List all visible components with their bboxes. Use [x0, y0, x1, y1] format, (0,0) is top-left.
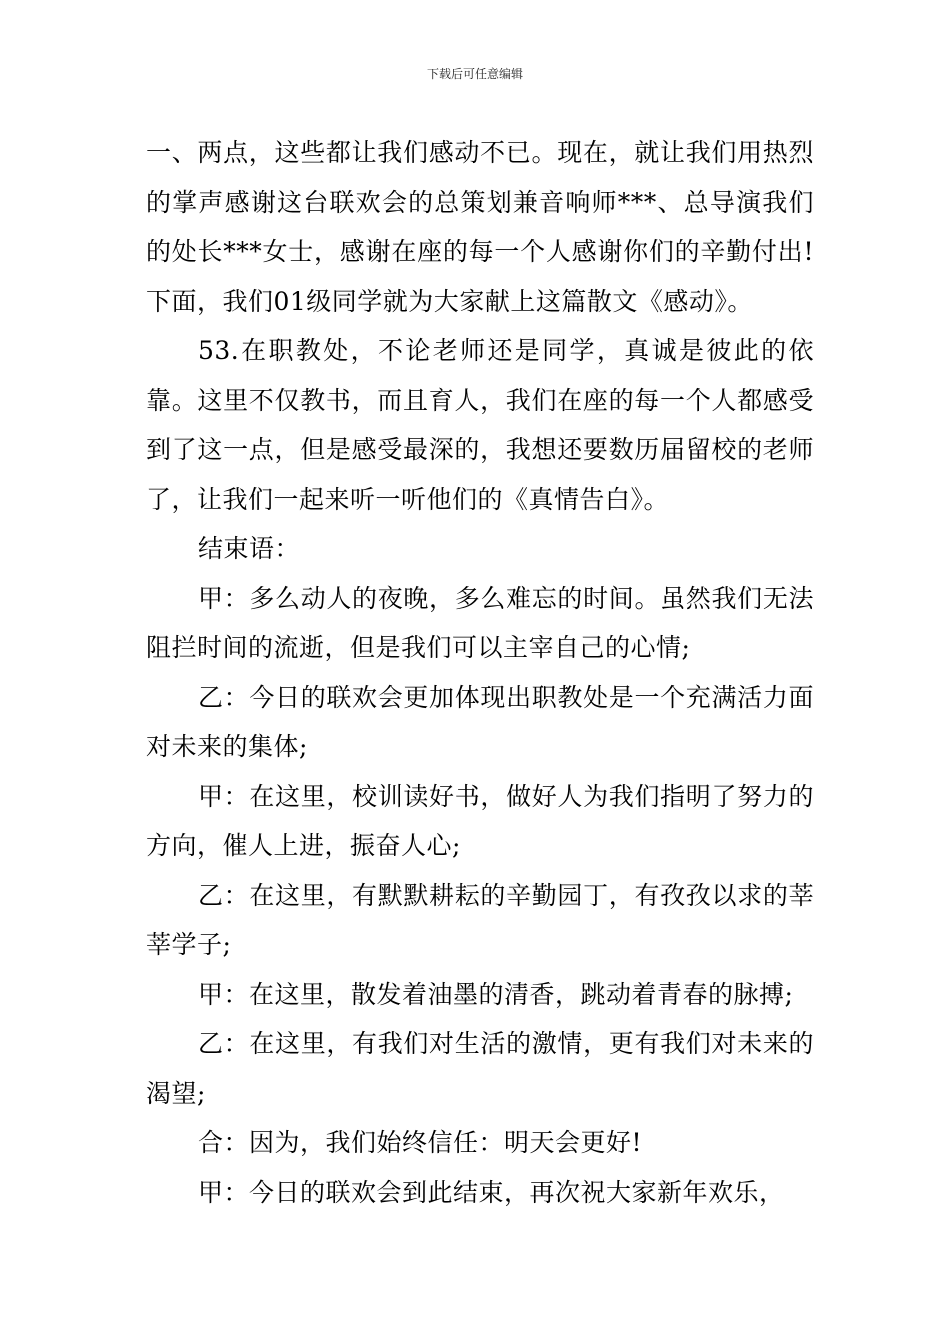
dialogue-line: 乙：今日的联欢会更加体现出职教处是一个充满活力面对未来的集体; [146, 682, 814, 761]
dialogue-line: 乙：在这里，有默默耕耘的辛勤园丁，有孜孜以求的莘莘学子; [146, 880, 814, 959]
dialogue-line: 甲：多么动人的夜晚，多么难忘的时间。虽然我们无法阻拦时间的流逝，但是我们可以主宰自己的心情; [146, 583, 814, 662]
page-header: 下载后可任意编辑 [426, 67, 523, 81]
dialogue-line: 甲：今日的联欢会到此结束，再次祝大家新年欢乐， [198, 1177, 785, 1207]
paragraph: 一、两点，这些都让我们感动不已。现在，就让我们用热烈的掌声感谢这台联欢会的总策划兼音响师***、总导演我们的处长***女士，感谢在座的每一个人感谢你们的辛勤付出!下面，我们01级同学就为大家献上这篇散文《感动》。 [146, 138, 814, 316]
section-heading: 结束语： [198, 534, 301, 563]
document-body [146, 128, 814, 1217]
dialogue-line: 甲：在这里，校训读好书，做好人为我们指明了努力的方向，催人上进，振奋人心; [146, 781, 814, 860]
dialogue-line: 乙：在这里，有我们对生活的激情，更有我们对未来的渴望; [146, 1029, 814, 1108]
dialogue-line: 甲：在这里，散发着油墨的清香，跳动着青春的脉搏; [198, 979, 794, 1009]
paragraph: 53.在职教处，不论老师还是同学，真诚是彼此的依靠。这里不仅教书，而且育人，我们在座的每一个人都感受到了这一点，但是感受最深的，我想还要数历届留校的老师了，让我们一起来听一听他们的《真情告白》。 [146, 336, 814, 514]
dialogue-line: 合：因为，我们始终信任：明天会更好! [198, 1128, 643, 1157]
